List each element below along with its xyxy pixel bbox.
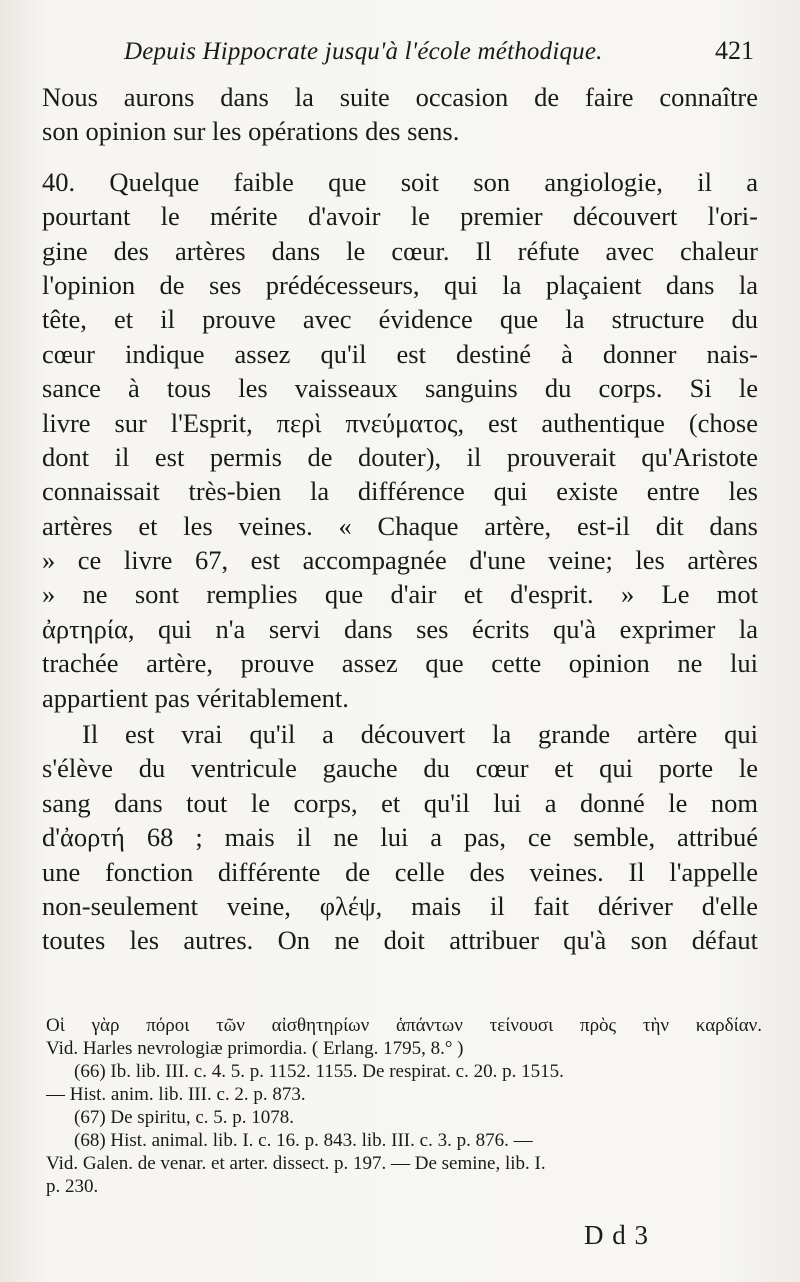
text-line: tête, et il prouve avec évidence que la structure du (42, 304, 758, 335)
page-number: 421 (715, 36, 754, 65)
running-head: Depuis Hippocrate jusqu'à l'école méthodique. (124, 38, 603, 65)
text-line: son opinion sur les opérations des sens. (42, 116, 460, 147)
footnote-line: (66) Ib. lib. III. c. 4. 5. p. 1152. 1155. De respirat. c. 20. p. 1515. (74, 1061, 564, 1082)
text-line: cœur indique assez qu'il est destiné à donner nais- (42, 338, 758, 369)
text-line: livre sur l'Esprit, περὶ πνεύματος, est authentique (chose (42, 407, 758, 438)
text-line: d'ἀορτή 68 ; mais il ne lui a pas, ce semble, attribué (42, 822, 758, 853)
text-line: toutes les autres. On ne doit attribuer qu'à son défaut (42, 925, 758, 956)
signature-mark: D d 3 (584, 1220, 649, 1250)
text-line: l'opinion de ses prédécesseurs, qui la plaçaient dans la (42, 269, 758, 300)
text-line: ἀρτηρία, qui n'a servi dans ses écrits qu'à exprimer la (42, 613, 758, 644)
text-line: non-seulement veine, φλέψ, mais il fait dériver d'elle (42, 890, 758, 921)
text-line: » ce livre 67, est accompagnée d'une veine; les artères (42, 545, 758, 576)
text-line: 40. Quelque faible que soit son angiologie, il a (42, 166, 758, 197)
main-text (42, 80, 758, 958)
text-line: dont il est permis de douter), il prouverait qu'Aristote (42, 441, 758, 472)
text-line: Nous aurons dans la suite occasion de faire connaître (42, 82, 758, 112)
text-line: connaissait très-bien la différence qui existe entre les (42, 476, 758, 507)
footnote-line: p. 230. (46, 1176, 99, 1197)
footnotes (46, 1014, 762, 1198)
text-line: sance à tous les vaisseaux sanguins du corps. Si le (42, 373, 758, 404)
text-line: pourtant le mérite d'avoir le premier découvert l'ori- (42, 201, 758, 232)
page-header (42, 34, 762, 74)
text-line: » ne sont remplies que d'air et d'esprit. » Le mot (42, 579, 758, 610)
footnote-line: Vid. Galen. de venar. et arter. dissect. p. 197. — De semine, lib. I. (46, 1153, 546, 1174)
text-line: appartient pas véritablement. (42, 682, 349, 713)
text-line: une fonction différente de celle des veines. Il l'appelle (42, 856, 758, 887)
footnote-line: Vid. Harles nevrologiæ primordia. ( Erlang. 1795, 8.° ) (46, 1038, 464, 1059)
footnote-line: (67) De spiritu, c. 5. p. 1078. (74, 1107, 295, 1128)
footnote-line: Οἱ γὰρ πόροι τῶν αἰσθητηρίων ἁπάντων τείνουσι πρὸς τὴν καρδίαν. (46, 1015, 762, 1036)
text-line: artères et les veines. « Chaque artère, est-il dit dans (42, 510, 758, 541)
footnote-line: (68) Hist. animal. lib. I. c. 16. p. 843. lib. III. c. 3. p. 876. — (74, 1130, 533, 1151)
text-line: s'élève du ventricule gauche du cœur et qui porte le (42, 753, 758, 784)
text-line: sang dans tout le corps, et qu'il lui a donné le nom (42, 787, 758, 818)
footnote-line: — Hist. anim. lib. III. c. 2. p. 873. (46, 1084, 306, 1105)
text-line: Il est vrai qu'il a découvert la grande artère qui (82, 719, 758, 750)
text-line: gine des artères dans le cœur. Il réfute avec chaleur (42, 235, 758, 266)
text-line: trachée artère, prouve assez que cette opinion ne lui (42, 648, 758, 679)
